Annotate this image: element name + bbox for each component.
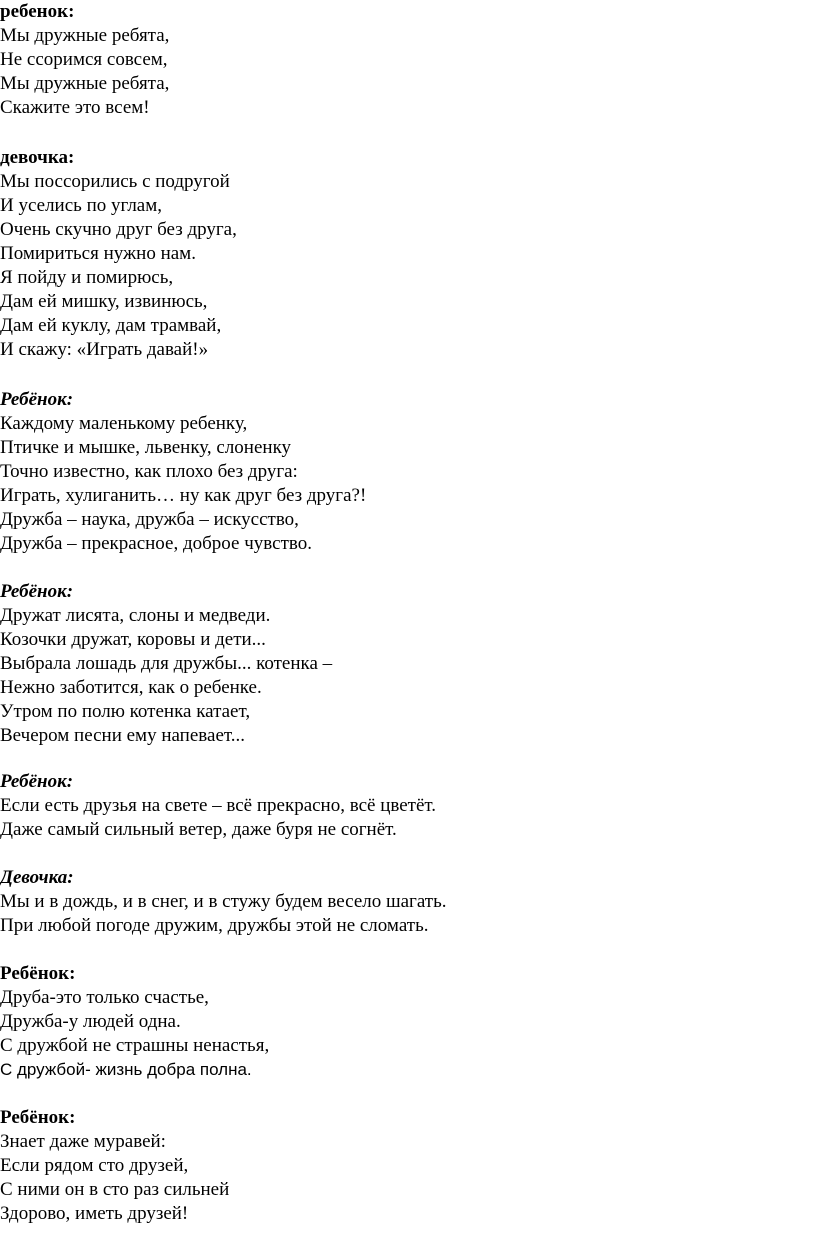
stanza-4 (0, 580, 810, 748)
speaker-label: Ребёнок: (0, 771, 74, 792)
speaker-label: Девочка: (0, 867, 74, 888)
verse-line: Дружба – наука, дружба – искусство, (0, 509, 299, 530)
stanza-3 (0, 388, 810, 556)
verse-line: Мы дружные ребята, (0, 25, 170, 46)
speaker-label: Ребёнок: (0, 963, 76, 984)
speaker-label: девочка: (0, 147, 75, 168)
verse-line: Козочки дружат, коровы и дети... (0, 629, 266, 650)
verse-line: С дружбой- жизнь добра полна. (0, 1060, 252, 1079)
verse-line: Знает даже муравей: (0, 1131, 166, 1152)
verse-line: И скажу: «Играть давай!» (0, 339, 209, 360)
verse-line: Играть, хулиганить… ну как друг без друга?! (0, 485, 367, 506)
speaker-label: ребенок: (0, 1, 75, 22)
verse-line: Утром по полю котенка катает, (0, 701, 251, 722)
stanza-2 (0, 146, 810, 362)
verse-line: Птичке и мышке, львенку, слоненку (0, 437, 292, 458)
stanza-8 (0, 1106, 810, 1226)
verse-line: Друба-это только счастье, (0, 987, 209, 1008)
verse-line: Дам ей мишку, извинюсь, (0, 291, 208, 312)
verse-line: Каждому маленькому ребенку, (0, 413, 248, 434)
stanza-7 (0, 962, 810, 1082)
stanza-1 (0, 0, 810, 120)
verse-line: Помириться нужно нам. (0, 243, 196, 264)
verse-line: С ними он в сто раз сильней (0, 1179, 230, 1200)
verse-line: Мы и в дождь, и в снег, и в стужу будем весело шагать. (0, 891, 447, 912)
verse-line: С дружбой не страшны ненастья, (0, 1035, 270, 1056)
verse-line: Если рядом сто друзей, (0, 1155, 189, 1176)
verse-line: При любой погоде дружим, дружбы этой не сломать. (0, 915, 429, 936)
verse-line: Мы поссорились с подругой (0, 171, 230, 192)
speaker-label: Ребёнок: (0, 1107, 76, 1128)
verse-line: И уселись по углам, (0, 195, 163, 216)
verse-line: Не ссоримся совсем, (0, 49, 168, 70)
verse-line: Дам ей куклу, дам трамвай, (0, 315, 222, 336)
verse-line: Мы дружные ребята, (0, 73, 170, 94)
verse-line: Очень скучно друг без друга, (0, 219, 237, 240)
speaker-label: Ребёнок: (0, 581, 74, 602)
stanza-6 (0, 866, 810, 938)
verse-line: Дружба-у людей одна. (0, 1011, 181, 1032)
verse-line: Точно известно, как плохо без друга: (0, 461, 298, 482)
verse-line: Скажите это всем! (0, 97, 150, 118)
verse-line: Нежно заботится, как о ребенке. (0, 677, 262, 698)
verse-line: Я пойду и помирюсь, (0, 267, 174, 288)
verse-line: Выбрала лошадь для дружбы... котенка – (0, 653, 333, 674)
verse-line: Если есть друзья на свете – всё прекрасно, всё цветёт. (0, 795, 437, 816)
verse-line: Дружат лисята, слоны и медведи. (0, 605, 271, 626)
verse-line: Здорово, иметь друзей! (0, 1203, 189, 1224)
verse-line: Вечером песни ему напевает... (0, 725, 245, 746)
verse-line: Дружба – прекрасное, доброе чувство. (0, 533, 312, 554)
verse-line: Даже самый сильный ветер, даже буря не согнёт. (0, 819, 397, 840)
stanza-5 (0, 770, 810, 842)
speaker-label: Ребёнок: (0, 389, 74, 410)
